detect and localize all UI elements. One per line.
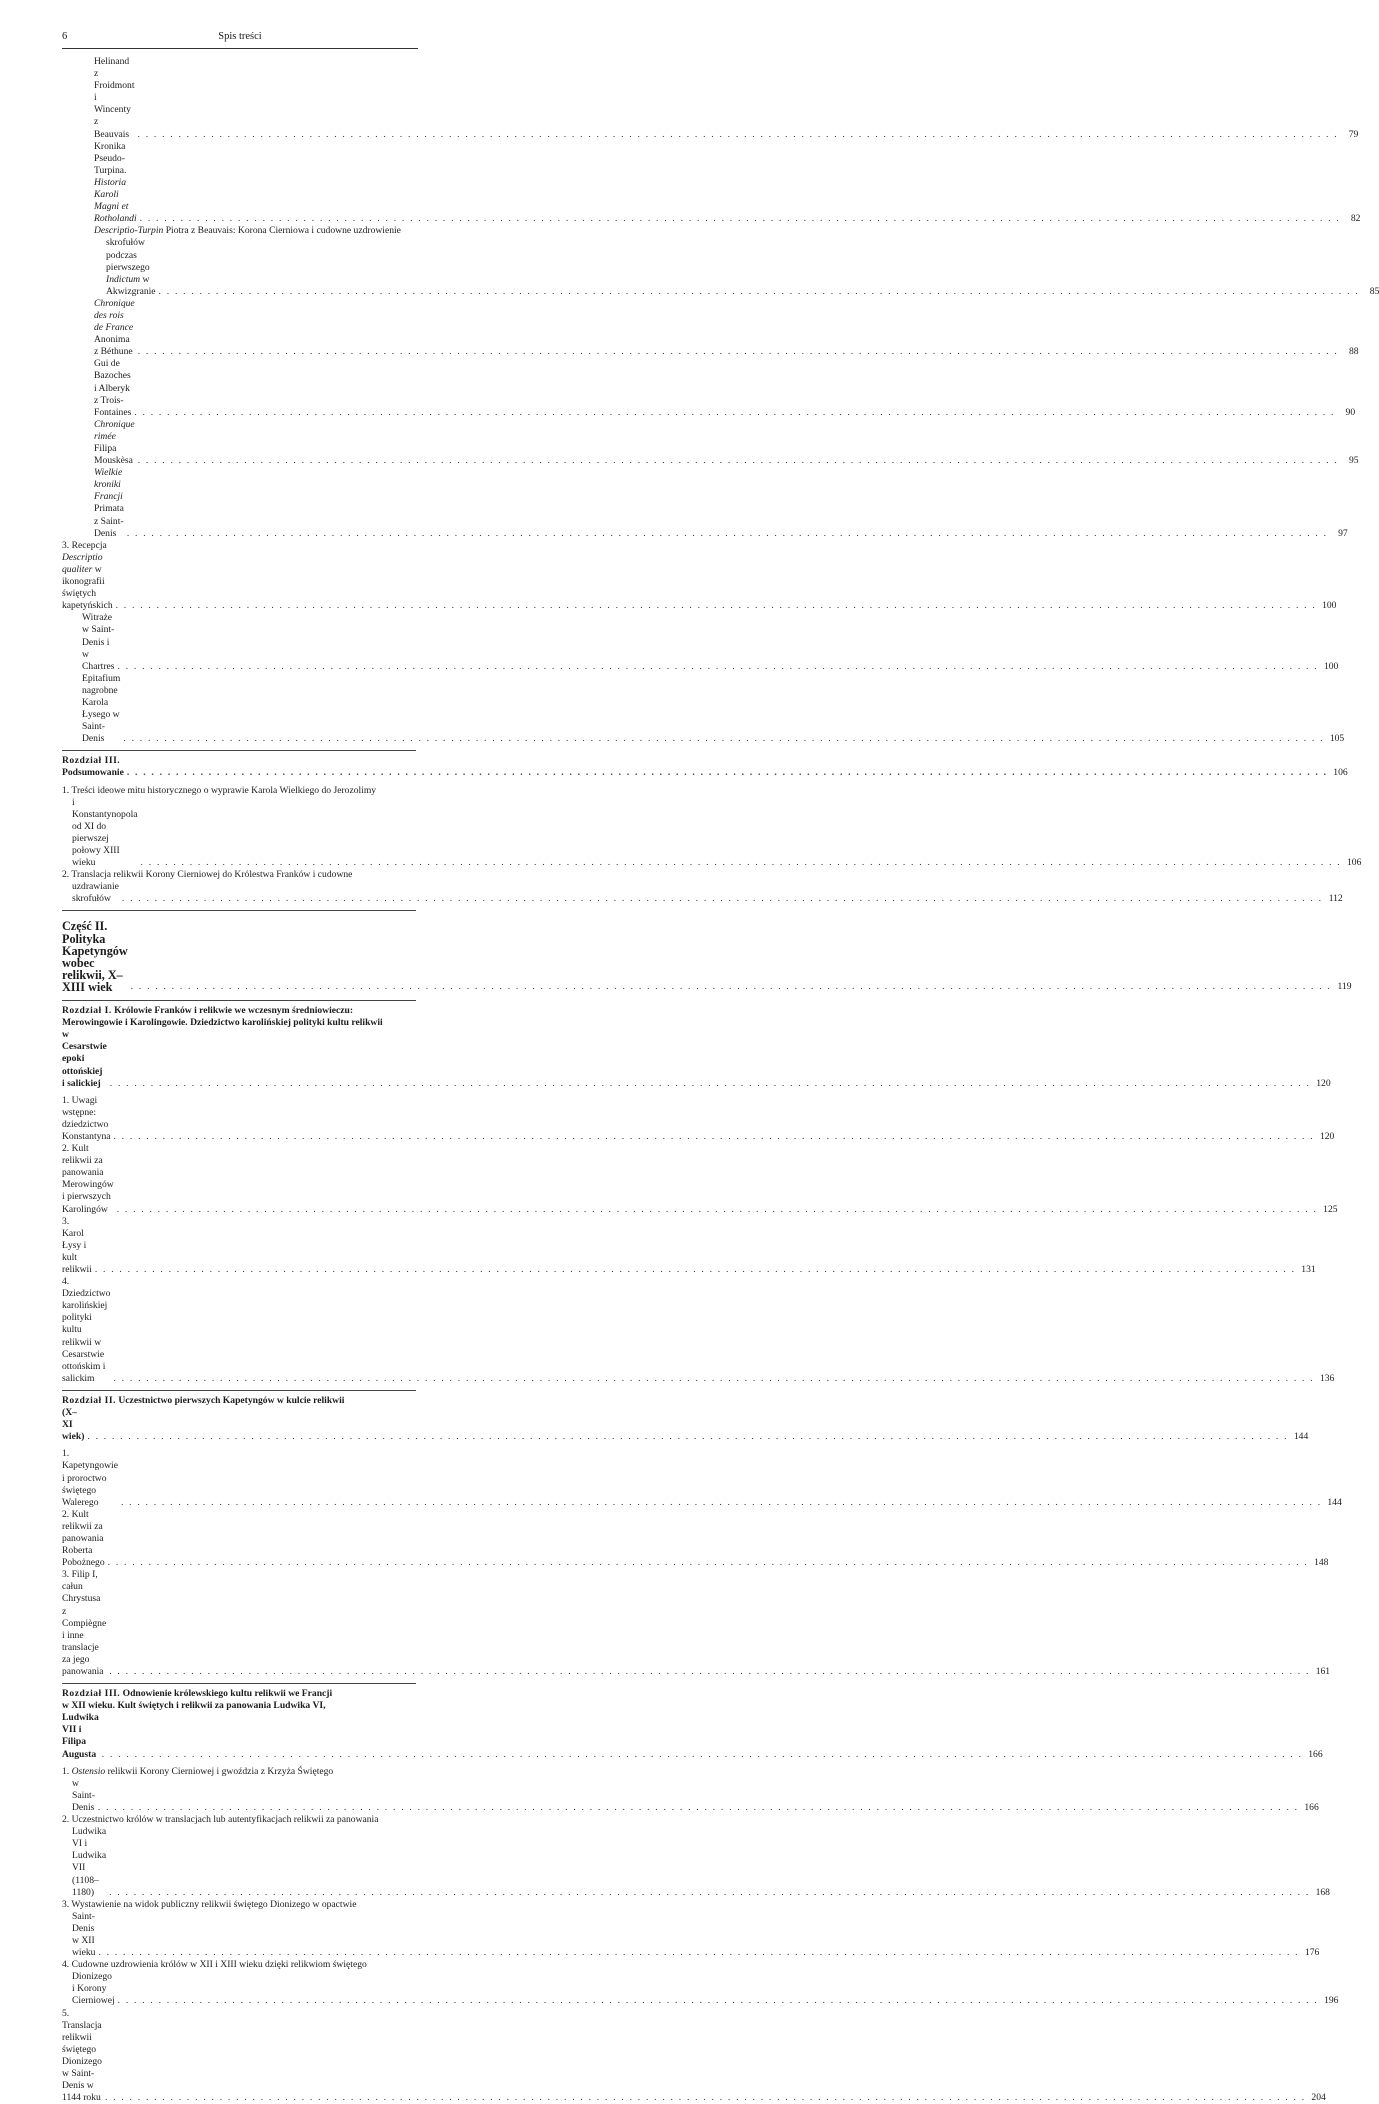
toc-page-ref: 144 [1327, 1496, 1342, 1508]
chapter-heading[interactable]: Rozdział III. Odnowienie królewskiego kultu relikwii we Francji w XII wieku. Kult świętych i relikwii za panowania Ludwika VI, Ludwika VII i Filipa Augusta . . . 166 [62, 1688, 416, 1761]
toc-page-ref: 148 [1314, 1557, 1329, 1569]
toc-page-ref: 97 [1338, 527, 1348, 539]
toc-page-ref: 105 [1329, 733, 1345, 745]
toc-entry[interactable]: 2. Kult relikwii za panowania Merowingów i pierwszych Karolingów . . . 125 [62, 1143, 416, 1216]
toc-page-ref: 125 [1323, 1203, 1338, 1215]
toc-page-ref: 119 [1337, 980, 1352, 992]
toc-page-ref: 106 [1333, 767, 1348, 779]
toc-page-ref: 90 [1345, 406, 1356, 418]
page-number: 6 [62, 31, 68, 42]
toc-page-ref: 88 [1348, 346, 1359, 358]
toc-page-ref: 136 [1319, 1372, 1335, 1384]
chapter-heading[interactable]: Rozdział I. Królowie Franków i relikwie we wczesnym średniowieczu: Merowingowie i Karolingowie. Dziedzictwo karolińskiej polityki kultu relikwii w Cesarstwie epoki ottońskiej i salickiej . . . 120 [62, 1005, 416, 1090]
running-title: Spis treści [218, 31, 262, 42]
toc-entry[interactable]: 1. Kapetyngowie i proroctwo świętego Walerego . . . 144 [62, 1448, 416, 1508]
section-divider [62, 1390, 416, 1391]
toc-page-ref: 204 [1311, 2092, 1326, 2104]
toc-entry[interactable]: 5. Translacja relikwii świętego Dionizego w Saint-Denis w 1144 roku . . . 204 [62, 2008, 416, 2104]
toc-entry[interactable]: 1. Treści ideowe mitu historycznego o wyprawie Karola Wielkiego do Jerozolimy i Konstantynopola od XI do pierwszej połowy XIII wieku . . . 106 [62, 785, 416, 870]
toc-entry[interactable]: Descriptio-Turpin Piotra z Beauvais: Korona Cierniowa i cudowne uzdrowienie skrofułów podczas pierwszego Indictum w Akwizgranie . . . 85 [62, 225, 416, 298]
toc-page-ref: 144 [1293, 1431, 1309, 1443]
toc-page-ref: 100 [1323, 660, 1339, 672]
toc-entry[interactable]: 3. Filip I, całun Chrystusa z Compiègne i inne translacje za jego panowania . . . 161 [62, 1569, 416, 1678]
toc-entry[interactable]: 1. Uwagi wstępne: dziedzictwo Konstantyna . . . 120 [62, 1095, 416, 1143]
toc-entry[interactable]: Helinand z Froidmont i Wincenty z Beauvais . . . 79 [62, 56, 416, 141]
toc-entry[interactable]: 4. Dziedzictwo karolińskiej polityki kultu relikwii w Cesarstwie ottońskim i salickim . . . 136 [62, 1276, 416, 1385]
toc-page-ref: 95 [1348, 455, 1359, 467]
toc-page-ref: 100 [1322, 600, 1337, 612]
running-header [62, 31, 418, 45]
toc-page-ref: 168 [1315, 1886, 1330, 1898]
toc-entry[interactable]: 2. Uczestnictwo królów w translacjach lub autentyfikacjach relikwii za panowania Ludwika VI i Ludwika VII (1108–1180) . . . 168 [62, 1814, 416, 1899]
toc-page-ref: 112 [1328, 893, 1343, 905]
toc-entry[interactable]: Chronique rimée Filipa Mouskèsa . . . 95 [62, 419, 416, 467]
chapter-heading[interactable]: Rozdział III. Podsumowanie . . . 106 [62, 755, 416, 779]
toc-page-ref: 166 [1304, 1801, 1319, 1813]
toc-entry[interactable]: Kronika Pseudo-Turpina. Historia Karoli Magni et Rotholandi . . . 82 [62, 141, 416, 226]
toc-entry[interactable]: Gui de Bazoches i Alberyk z Trois-Fontaines . . . 90 [62, 358, 416, 418]
toc-entry[interactable]: 3. Karol Łysy i kult relikwii . . . 131 [62, 1216, 416, 1276]
toc-entry[interactable]: 2. Translacja relikwii Korony Cierniowej do Królestwa Franków i cudowne uzdrawianie skrofułów . . . 112 [62, 869, 416, 905]
toc-entry[interactable]: 2. Kult relikwii za panowania Roberta Pobożnego . . . 148 [62, 1509, 416, 1569]
toc-page-ref: 131 [1301, 1264, 1316, 1275]
toc-page-ref: 176 [1304, 1947, 1320, 1959]
toc-entry[interactable]: Witraże w Saint-Denis i w Chartres . . . 100 [62, 612, 416, 672]
part-heading[interactable]: Część II. Polityka Kapetyngów wobec relikwii, X–XIII wiek . . . 119 [62, 920, 416, 993]
toc-page-ref: 196 [1324, 1995, 1339, 2007]
toc-entry[interactable]: 3. Wystawienie na widok publiczny relikwii świętego Dionizego w opactwie Saint-Denis w XII wieku . . . 176 [62, 1899, 416, 1959]
toc-page-ref: 82 [1350, 213, 1361, 225]
toc-entry[interactable]: Wielkie kroniki Francji Primata z Saint-Denis . . . 97 [62, 467, 416, 540]
toc-entry[interactable]: 3. Recepcja Descriptio qualiter w ikonografii świętych kapetyńskich . . . 100 [62, 540, 416, 613]
table-of-contents [62, 56, 1379, 2104]
toc-entry[interactable]: 4. Cudowne uzdrowienia królów w XII i XIII wieku dzięki relikwiom świętego Dionizego i Korony Cierniowej . . . 196 [62, 1959, 416, 2007]
toc-page-ref: 85 [1369, 285, 1379, 297]
toc-page-ref: 120 [1319, 1130, 1335, 1142]
header-rule [62, 48, 418, 49]
toc-entry[interactable]: 1. Ostensio relikwii Korony Cierniowej i gwoździa z Krzyża Świętego w Saint-Denis . . . 166 [62, 1766, 416, 1814]
toc-entry[interactable]: Chronique des rois de France Anonima z Béthune . . . 88 [62, 298, 416, 358]
toc-page-ref: 120 [1316, 1077, 1331, 1089]
section-divider [62, 1000, 416, 1001]
toc-page-ref: 79 [1348, 128, 1359, 140]
toc-page-ref: 161 [1315, 1666, 1331, 1677]
chapter-heading[interactable]: Rozdział II. Uczestnictwo pierwszych Kapetyngów w kulcie relikwii (X–XI wiek) . . . 144 [62, 1395, 416, 1443]
section-divider [62, 1683, 416, 1684]
section-divider [62, 910, 416, 911]
toc-page-ref: 166 [1308, 1748, 1323, 1760]
toc-entry[interactable]: Epitafium nagrobne Karola Łysego w Saint-Denis . . . 105 [62, 673, 416, 746]
toc-page-ref: 106 [1347, 857, 1362, 869]
section-divider [62, 750, 416, 751]
